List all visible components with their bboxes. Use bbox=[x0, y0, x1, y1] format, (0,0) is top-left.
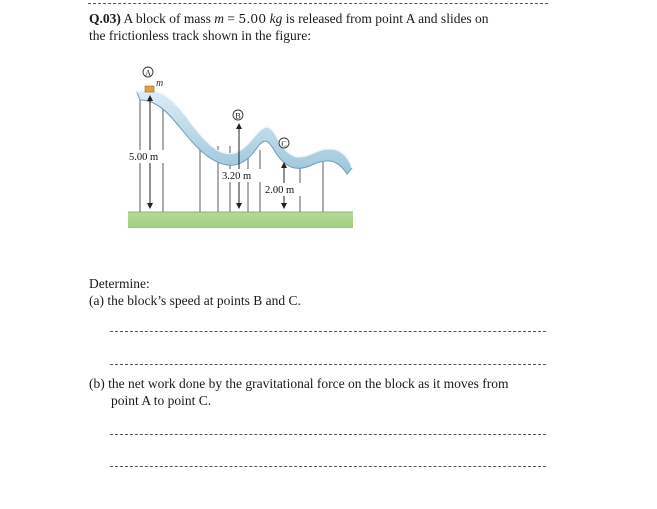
mass-unit: kg bbox=[269, 11, 283, 26]
point-b-marker bbox=[233, 110, 243, 121]
question-text-a: A block of mass bbox=[120, 11, 215, 26]
svg-text:C: C bbox=[281, 139, 287, 149]
answer-line-b2 bbox=[110, 466, 546, 467]
question-number: Q.03) bbox=[89, 11, 121, 26]
part-b-line-2: point A to point C. bbox=[111, 393, 212, 408]
mass-symbol: m bbox=[214, 11, 224, 26]
question-text-b: is released from point A and slides on bbox=[282, 11, 489, 26]
ground bbox=[128, 212, 353, 228]
answer-line-a1 bbox=[110, 331, 546, 332]
height-b-dimension bbox=[236, 123, 242, 209]
mass-value: 5.00 bbox=[238, 11, 267, 26]
part-a-text: (a) the block’s speed at points B and C. bbox=[89, 293, 301, 308]
determine-heading: Determine: bbox=[89, 276, 150, 291]
svg-text:A: A bbox=[145, 68, 151, 78]
height-b-label: 3.20 m bbox=[222, 171, 252, 182]
answer-line-b1 bbox=[110, 434, 546, 435]
track bbox=[137, 90, 352, 174]
equals-sign: = bbox=[224, 11, 239, 26]
answer-line-a2 bbox=[110, 364, 546, 365]
part-b-line-1: (b) the net work done by the gravitational force on the block as it moves from bbox=[89, 376, 509, 391]
point-c-marker bbox=[279, 138, 289, 149]
block bbox=[145, 86, 154, 92]
point-a-marker bbox=[143, 67, 153, 78]
svg-text:B: B bbox=[235, 111, 241, 121]
height-a-label: 5.00 m bbox=[129, 152, 159, 163]
height-c-label: 2.00 m bbox=[265, 185, 295, 196]
question-line-2: the frictionless track shown in the figure: bbox=[89, 28, 311, 43]
block-label: m bbox=[156, 78, 164, 89]
